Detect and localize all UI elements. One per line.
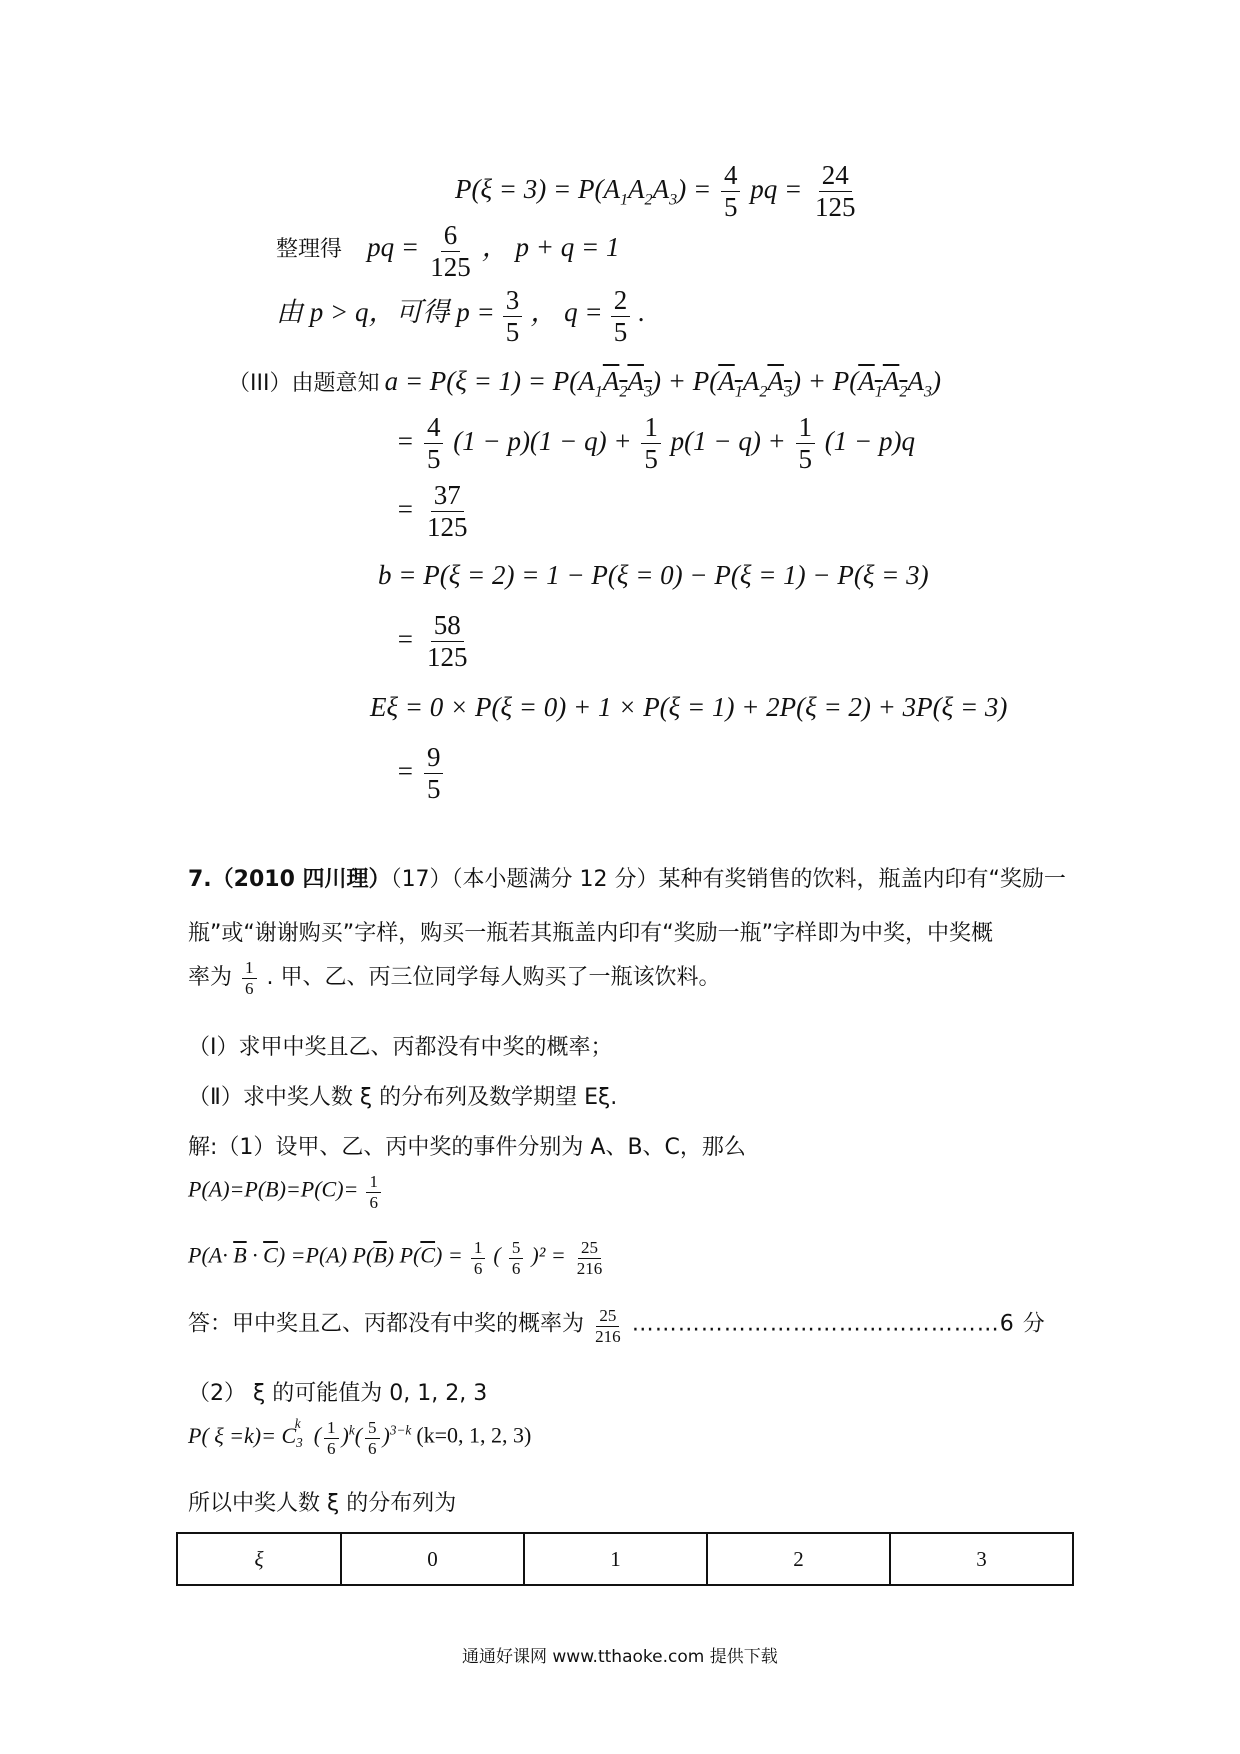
eq-text: pq = [367,232,420,263]
frac-den: 5 [613,317,628,348]
eq-text: p(1 − q) + [670,425,786,456]
question-1: （Ⅰ）求甲中奖且乙、丙都没有中奖的概率； [188,1035,613,1060]
frac-num: 37 [431,480,464,512]
frac-den: 6 [327,1438,336,1458]
eq-text: ( [493,1242,501,1268]
eq-text: )² = [531,1242,566,1268]
table-cell: 0 [341,1533,524,1585]
score-marker: …………………………………………6 分 [631,1311,1046,1337]
solution-1: 解:（1）设甲、乙、丙中奖的事件分别为 A、B、C，那么 [188,1135,746,1160]
eq-text: = [396,493,415,524]
eq-text: (1 − p)(1 − q) + [453,425,632,456]
eq-comb: $P(A\cdot \overline{B} \cdot \overline{C}) =P(A)$ $P(\overline{B}) P(\overline{C})$ = [188,1242,463,1268]
table-cell: 3 [890,1533,1073,1585]
frac-num: 1 [641,412,661,444]
frac-den: 125 [426,642,468,673]
problem-line-2: 瓶”或“谢谢购买”字样，购买一瓶若其瓶盖内印有“奖励一瓶”字样即为中奖，中奖概 [188,921,993,946]
line-a-result [396,480,473,543]
line-p-comb [188,1238,608,1278]
frac-num: 1 [324,1418,339,1439]
problem-line-1 [188,862,1066,893]
line-b: b = P(ξ = 2) = 1 − P(ξ = 0) − P(ξ = 1) − P(ξ = 3) [378,560,929,590]
eq-text: = [396,755,415,786]
distribution-table [176,1532,1074,1586]
frac-den: 5 [426,444,441,475]
line-solve-pq [276,285,645,348]
frac-den: 125 [814,192,856,223]
label-text: 整理得 [276,237,343,263]
line-simplify [276,220,619,283]
frac-num: 6 [441,220,461,252]
frac-den: 5 [426,774,441,805]
frac-den: 5 [644,444,658,475]
frac-den: 5 [798,444,813,475]
problem-text: . 甲、乙、丙三位同学每人购买了一瓶该饮料。 [266,965,721,991]
table-cell: 2 [707,1533,890,1585]
eq-text: (1 − p)q [824,425,915,456]
eq-text: P(A)=P(B)=P(C)= [188,1176,359,1202]
dist-intro: 所以中奖人数 ξ 的分布列为 [188,1491,457,1516]
eq-p-xi-3: $P(\xi = 3) = P(A_1A_2A_3)$ = $\frac{4}{5}$ pq = $\frac{24}{125}$ [455,160,861,223]
eq-text: = [396,623,415,654]
frac-num: 24 [819,160,852,192]
frac-den: 6 [369,1192,378,1212]
line-answer [188,1306,1046,1346]
frac-num: 4 [721,160,741,192]
frac-num: 5 [365,1418,380,1439]
eq-text: pq = [750,173,803,204]
line-pk: P( $\xi =k)= C_3^k$ ( $\frac{1}{6}$ )$^k$( $\frac{5}{6}$ )$^{3-k}$ (k=0, 1, 2, 3) [188,1416,532,1458]
label-text: （III）由题意知 [228,371,380,396]
line-p-abc [188,1172,384,1212]
frac-den: 6 [473,1258,483,1278]
frac-den: 6 [368,1438,377,1458]
frac-den: 5 [723,192,738,223]
frac-den: 216 [595,1326,621,1346]
frac-den: 6 [511,1258,521,1278]
frac-num: 4 [424,412,444,444]
frac-den: 6 [245,978,254,998]
eq-text: (k=0, 1, 2, 3) [416,1422,532,1448]
frac-den: 5 [505,317,520,348]
answer-text: 答：甲中奖且乙、丙都没有中奖的概率为 [188,1311,585,1337]
problem-text: 率为 [188,965,233,991]
line-expectation: Eξ = 0 × P(ξ = 0) + 1 × P(ξ = 1) + 2P(ξ = 2) + 3P(ξ = 3) [370,692,1008,722]
problem-text: （17）（本小题满分 12 分）某种有奖销售的饮料，瓶盖内印有“奖励一 [390,867,1066,892]
frac-num: 58 [431,610,464,642]
line-a-expand [396,412,915,475]
problem-number: 7.（2010 四川理） [188,867,391,892]
eq-text: 由 p > q，可得 p = [276,297,495,328]
eq-text: ， p + q = 1 [481,232,620,263]
problem-line-3 [188,958,721,998]
line-b-result [396,610,473,673]
eq-pk: P( $\xi =k)= C_3^k$ [188,1416,303,1450]
question-2: （Ⅱ）求中奖人数 ξ 的分布列及数学期望 Eξ. [188,1085,618,1110]
solution-2: （2） ξ 的可能值为 0, 1, 2, 3 [188,1381,488,1406]
frac-den: 216 [576,1258,603,1278]
eq-text: . [638,297,646,328]
table-cell: ξ [177,1533,341,1585]
eq-a: $a = P(\xi = 1) = P(A_1A_2A_3) + P(A_1A_2A_3) + P(A_1A_2A_3)$ [384,366,941,401]
frac-num: 1 [471,1238,486,1259]
frac-num: 3 [503,285,523,317]
line-expectation-result [396,742,446,805]
line-iii [228,366,941,401]
frac-num: 1 [366,1172,381,1193]
eq-text: = [396,425,415,456]
frac-num: 2 [611,285,631,317]
eq-text: ， q = [530,297,603,328]
frac-den: 125 [430,252,471,283]
frac-num: 1 [242,958,257,979]
frac-num: 9 [424,742,444,774]
frac-num: 1 [796,412,816,444]
footer: 通通好课网 www.tthaoke.com 提供下载 [462,1647,778,1667]
table-row [177,1533,1073,1585]
frac-num: 25 [596,1306,619,1327]
table-cell: 1 [524,1533,707,1585]
frac-den: 125 [426,512,468,543]
frac-num: 25 [578,1238,601,1259]
frac-num: 5 [509,1238,524,1259]
